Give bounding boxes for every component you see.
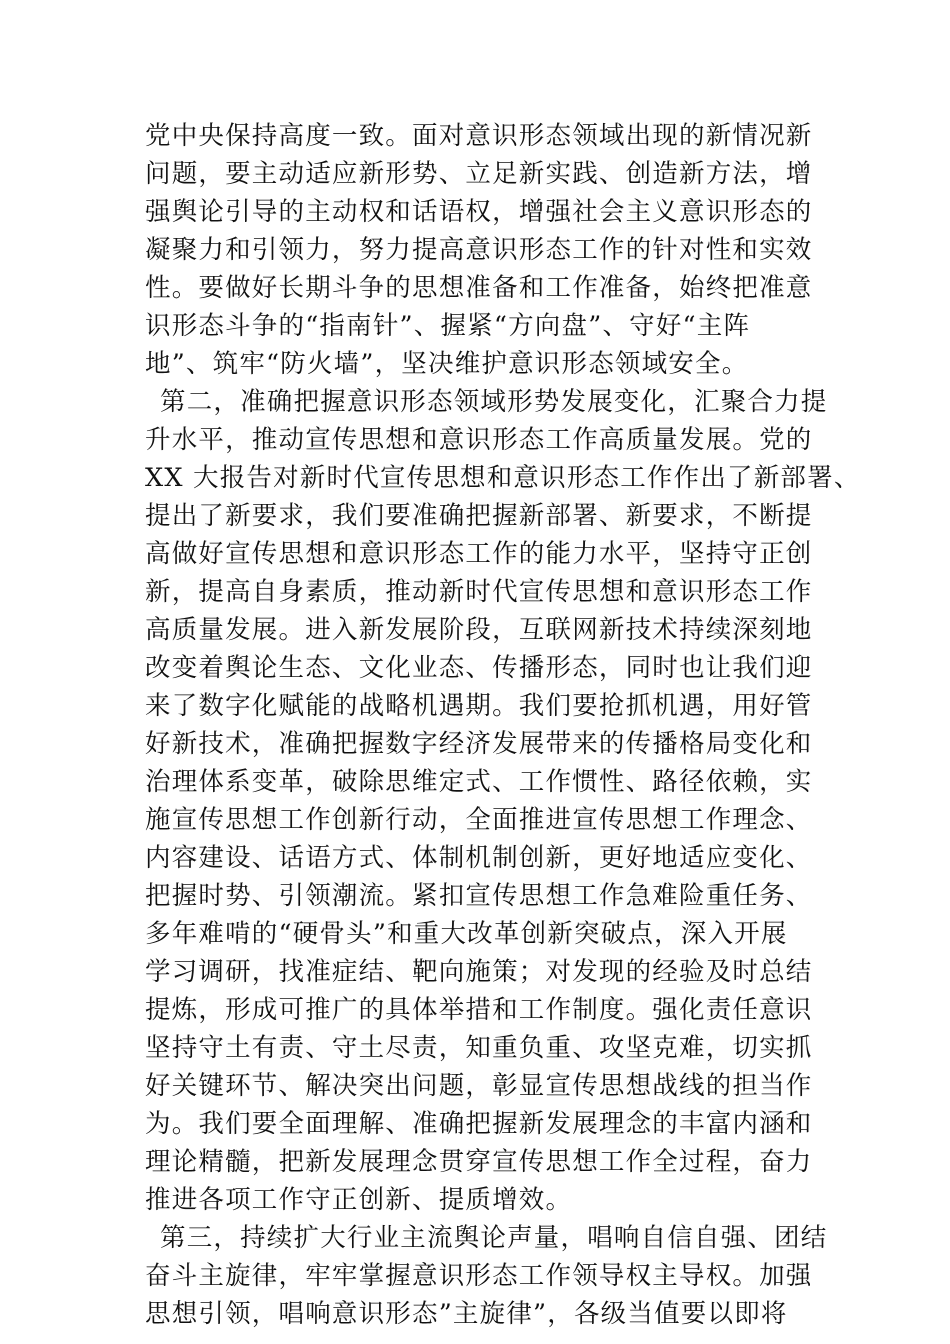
- text-line: 把握时势、引领潮流。紧扣宣传思想工作急难险重任务、: [145, 881, 813, 911]
- text-line: 提炼，形成可推广的具体举措和工作制度。强化责任意识: [145, 995, 813, 1025]
- text-line: 问题，要主动适应新形势、立足新实践、创造新方法，增: [145, 159, 813, 189]
- text-line: 施宣传思想工作创新行动，全面推进宣传思想工作理念、: [145, 805, 813, 835]
- text-line: 识形态斗争的“指南针”、握紧“方向盘”、守好“主阵: [145, 311, 751, 341]
- text-line: 性。要做好长期斗争的思想准备和工作准备，始终把准意: [145, 273, 813, 303]
- text-line: 思想引领，唱响意识形态”主旋律”，各级当值要以即将: [145, 1299, 788, 1329]
- text-line: 来了数字化赋能的战略机遇期。我们要抢抓机遇，用好管: [145, 691, 813, 721]
- text-line: 为。我们要全面理解、准确把握新发展理念的丰富内涵和: [145, 1109, 813, 1139]
- text-line: 地”、筑牢“防火墙”，坚决维护意识形态领域安全。: [145, 349, 749, 379]
- text-line: 强舆论引导的主动权和话语权，增强社会主义意识形态的: [145, 197, 813, 227]
- text-line: 推进各项工作守正创新、提质增效。: [145, 1185, 573, 1215]
- text-line: 改变着舆论生态、文化业态、传播形态，同时也让我们迎: [145, 653, 813, 683]
- text-line: 凝聚力和引领力，努力提高意识形态工作的针对性和实效: [145, 235, 813, 265]
- paragraph-start-line: 第二，准确把握意识形态领域形势发展变化，汇聚合力提: [160, 387, 828, 417]
- text-line: 治理体系变革，破除思维定式、工作惯性、路径依赖，实: [145, 767, 813, 797]
- text-line: 好新技术，准确把握数字经济发展带来的传播格局变化和: [145, 729, 813, 759]
- text-line: 学习调研，找准症结、靶向施策；对发现的经验及时总结: [145, 957, 813, 987]
- text-line: 内容建设、话语方式、体制机制创新，更好地适应变化、: [145, 843, 813, 873]
- text-line: 多年难啃的“硬骨头”和重大改革创新突破点，深入开展: [145, 919, 788, 949]
- text-line: 提出了新要求，我们要准确把握新部署、新要求，不断提: [145, 501, 813, 531]
- text-line: 高做好宣传思想和意识形态工作的能力水平，坚持守正创: [145, 539, 813, 569]
- text-line: 好关键环节、解决突出问题，彰显宣传思想战线的担当作: [145, 1071, 813, 1101]
- paragraph-start-line: 第三，持续扩大行业主流舆论声量，唱响自信自强、团结: [160, 1223, 828, 1253]
- text-line: 坚持守土有责、守土尽责，知重负重、攻坚克难，切实抓: [145, 1033, 813, 1063]
- text-line: 理论精髓，把新发展理念贯穿宣传思想工作全过程，奋力: [145, 1147, 813, 1177]
- text-line: 升水平，推动宣传思想和意识形态工作高质量发展。党的: [145, 425, 813, 455]
- text-line: 奋斗主旋律，牢牢掌握意识形态工作领导权主导权。加强: [145, 1261, 813, 1291]
- text-line: 党中央保持高度一致。面对意识形态领域出现的新情况新: [145, 121, 813, 151]
- text-line: 高质量发展。进入新发展阶段，互联网新技术持续深刻地: [145, 615, 813, 645]
- text-line: 新，提高自身素质，推动新时代宣传思想和意识形态工作: [145, 577, 813, 607]
- text-line: XX 大报告对新时代宣传思想和意识形态工作作出了新部署、: [145, 463, 861, 493]
